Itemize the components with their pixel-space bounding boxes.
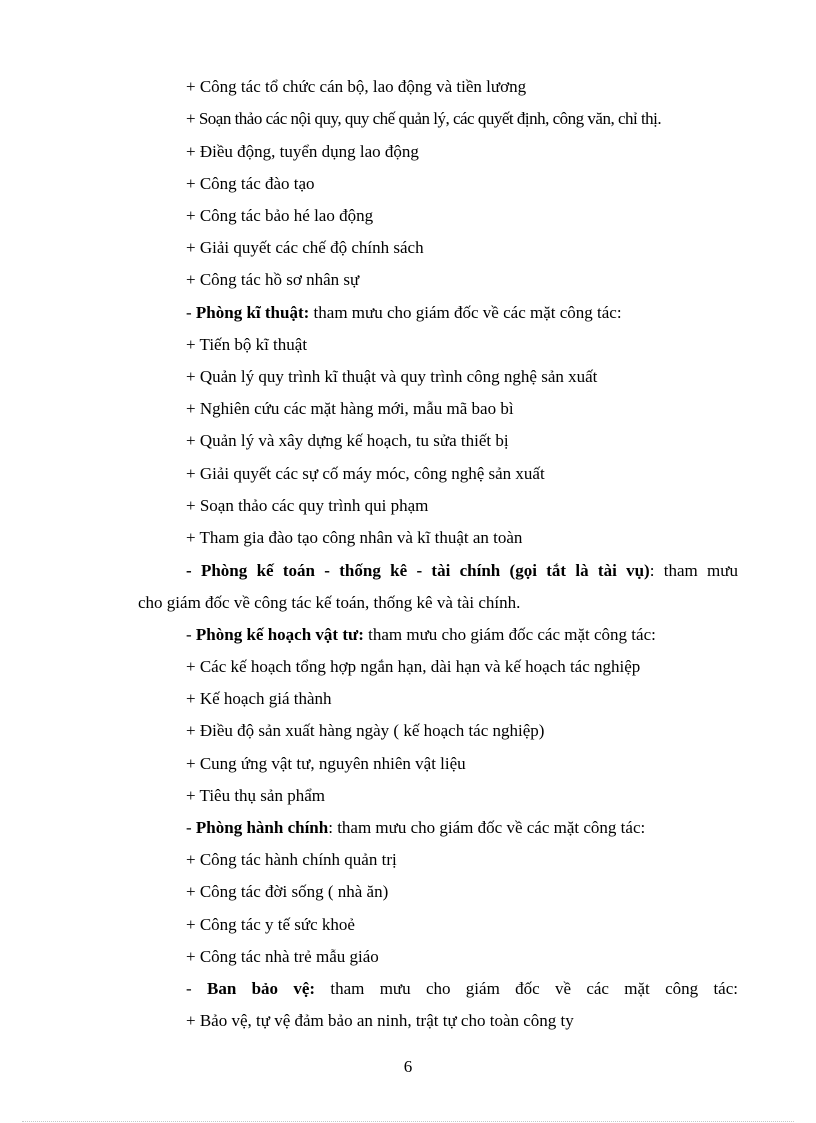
list-item: + Công tác đào tạo [186, 174, 315, 193]
list-item: + Soạn thảo các nội quy, quy chế quản lý, các quyết định, công văn, chỉ thị. [186, 109, 662, 128]
list-item: + Các kế hoạch tổng hợp ngắn hạn, dài hạn và kế hoạch tác nghiệp [186, 657, 641, 676]
list-item: + Công tác nhà trẻ mẫu giáo [186, 947, 379, 966]
list-item: + Công tác hồ sơ nhân sự [186, 270, 360, 289]
list-item: + Công tác hành chính quản trị [186, 850, 397, 869]
list-item: + Điều động, tuyển dụng lao động [186, 142, 419, 161]
list-item: + Quản lý quy trình kĩ thuật và quy trình công nghệ sản xuất [186, 367, 598, 386]
section-heading-ky-thuat: - Phòng kĩ thuật: tham mưu cho giám đốc về các mặt công tác: [186, 303, 622, 322]
paragraph-continuation: cho giám đốc về công tác kế toán, thống kê và tài chính. [138, 593, 521, 612]
list-item: + Kế hoạch giá thành [186, 689, 332, 708]
section-heading-hanh-chinh: - Phòng hành chính: tham mưu cho giám đốc về các mặt công tác: [186, 818, 646, 837]
list-item: + Cung ứng vật tư, nguyên nhiên vật liệu [186, 754, 466, 773]
list-item: + Nghiên cứu các mặt hàng mới, mẫu mã bao bì [186, 399, 514, 418]
list-item: + Bảo vệ, tự vệ đảm bảo an ninh, trật tự cho toàn công ty [186, 1011, 574, 1030]
list-item: + Quản lý và xây dựng kế hoạch, tu sửa thiết bị [186, 431, 509, 450]
list-item: + Tiêu thụ sản phẩm [186, 786, 325, 805]
section-heading-bao-ve: - Ban bảo vệ: tham mưu cho giám đốc về các mặt công tác: [186, 979, 738, 998]
list-item: + Công tác tổ chức cán bộ, lao động và tiền lương [186, 77, 527, 96]
list-item: + Tiến bộ kĩ thuật [186, 335, 308, 354]
page-bottom-divider [22, 1121, 794, 1122]
list-item: + Công tác bảo hé lao động [186, 206, 374, 225]
list-item: + Công tác đời sống ( nhà ăn) [186, 882, 389, 901]
list-item: + Tham gia đào tạo công nhân và kĩ thuật an toàn [186, 528, 523, 547]
list-item: + Công tác y tế sức khoẻ [186, 915, 355, 934]
page-number: 6 [403, 1057, 413, 1076]
list-item: + Giải quyết các chế độ chính sách [186, 238, 424, 257]
list-item: + Soạn thảo các quy trình qui phạm [186, 496, 429, 515]
list-item: + Điều độ sản xuất hàng ngày ( kế hoạch tác nghiệp) [186, 721, 545, 740]
section-heading-ke-hoach: - Phòng kế hoạch vật tư: tham mưu cho giám đốc các mặt công tác: [186, 625, 656, 644]
section-heading-ke-toan: - Phòng kế toán - thống kê - tài chính (gọi tắt là tài vụ): tham mưu [186, 561, 738, 580]
list-item: + Giải quyết các sự cố máy móc, công nghệ sản xuất [186, 464, 545, 483]
